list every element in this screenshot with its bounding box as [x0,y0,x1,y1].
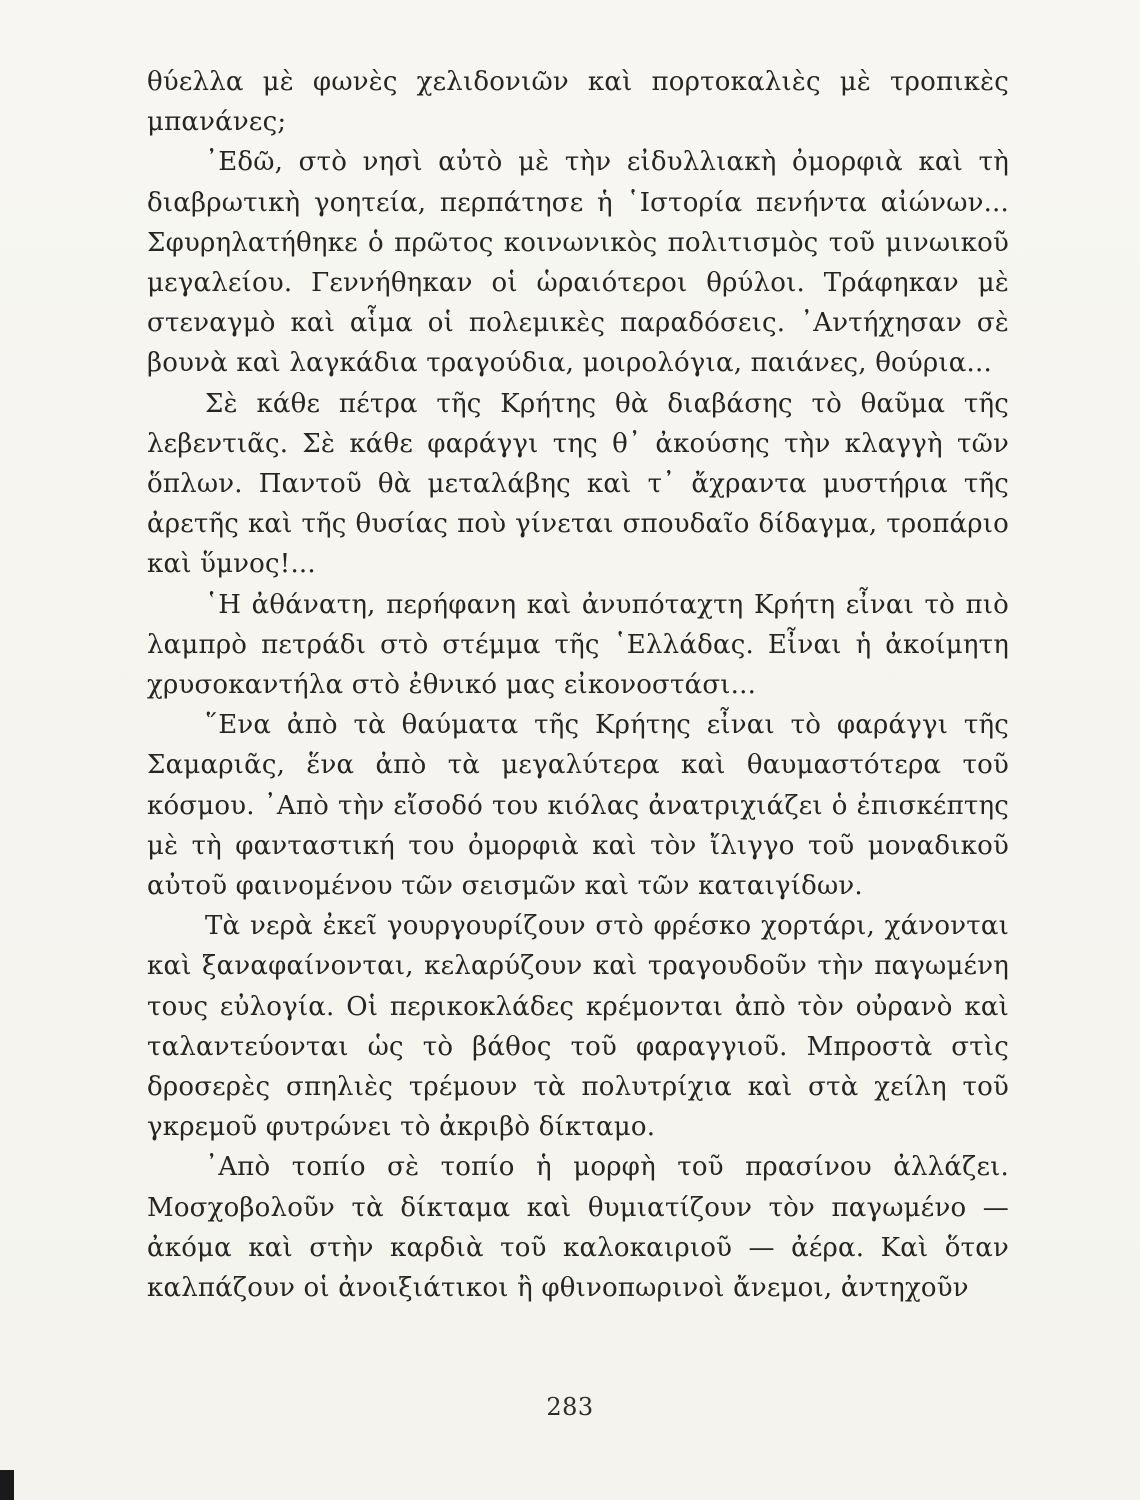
paragraph-7: ᾿Απὸ τοπίο σὲ τοπίο ἡ μορφὴ τοῦ πρασίνου ἀλλάζει. Μοσχοβολοῦν τὰ δίκταμα καὶ θυμιατίζουν τὸν παγωμένο — ἀκόμα καὶ στὴν καρδιὰ τοῦ καλοκαιριοῦ — ἀέρα. Καὶ ὅταν καλπάζουν οἱ ἀνοιξιάτικοι ἢ φθινοπωρινοὶ ἄνεμοι, ἀντηχοῦν [147,1152,1009,1304]
paragraph-1: θύελλα μὲ φωνὲς χελιδονιῶν καὶ πορτοκαλιὲς μὲ τροπικὲς μπανάνες; [147,67,1009,138]
paragraph-6: Τὰ νερὰ ἐκεῖ γουργουρίζουν στὸ φρέσκο χορτάρι, χάνονται καὶ ξαναφαίνονται, κελαρύζουν καὶ τραγουδοῦν τὴν παγωμένη τους εὐλογία. Οἱ περικοκλάδες κρέμονται ἀπὸ τὸν οὐρανὸ καὶ ταλαντεύονται ὡς τὸ βάθος τοῦ φαραγγιοῦ. Μπροστὰ στὶς δροσερὲς σπηλιὲς τρέμουν τὰ πολυτρίχια καὶ στὰ χείλη τοῦ γκρεμοῦ φυτρώνει τὸ ἀκριβὸ δίκταμο. [147,911,1009,1143]
page-number: 283 [546,1393,594,1421]
page-text [147,62,1009,1308]
corner-mark [0,1470,14,1500]
paragraph-3: Σὲ κάθε πέτρα τῆς Κρήτης θὰ διαβάσης τὸ θαῦμα τῆς λεβεντιᾶς. Σὲ κάθε φαράγγι της θ᾿ ἀκούσης τὴν κλαγγὴ τῶν ὅπλων. Παντοῦ θὰ μεταλάβης καὶ τ᾿ ἄχραντα μυστήρια τῆς ἀρετῆς καὶ τῆς θυσίας ποὺ γίνεται σπουδαῖο δίδαγμα, τροπάριο καὶ ὕμνος!... [147,388,1009,580]
paragraph-4: ῾Η ἀθάνατη, περήφανη καὶ ἀνυπόταχτη Κρήτη εἶναι τὸ πιὸ λαμπρὸ πετράδι στὸ στέμμα τῆς ῾Ελλάδας. Εἶναι ἡ ἀκοίμητη χρυσοκαντήλα στὸ ἐθνικό μας εἰκονοστάσι... [147,589,1009,701]
paragraph-5: ῞Ενα ἀπὸ τὰ θαύματα τῆς Κρήτης εἶναι τὸ φαράγγι τῆς Σαμαριᾶς, ἕνα ἀπὸ τὰ μεγαλύτερα καὶ θαυμαστότερα τοῦ κόσμου. ᾿Απὸ τὴν εἴσοδό του κιόλας ἀνατριχιάζει ὁ ἐπισκέπτης μὲ τὴ φανταστική του ὀμορφιὰ καὶ τὸν ἴλιγγο τοῦ μοναδικοῦ αὐτοῦ φαινομένου τῶν σεισμῶν καὶ τῶν καταιγίδων. [147,710,1009,902]
paragraph-2: ᾿Εδῶ, στὸ νησὶ αὐτὸ μὲ τὴν εἰδυλλιακὴ ὀμορφιὰ καὶ τὴ διαβρωτικὴ γοητεία, περπάτησε ἡ ῾Ιστορία πενήντα αἰώνων... Σφυρηλατήθηκε ὁ πρῶτος κοινωνικὸς πολιτισμὸς τοῦ μινωικοῦ μεγαλείου. Γεννήθηκαν οἱ ὡραιότεροι θρύλοι. Τράφηκαν μὲ στεναγμὸ καὶ αἷμα οἱ πολεμικὲς παραδόσεις. ᾿Αντήχησαν σὲ βουνὰ καὶ λαγκάδια τραγούδια, μοιρολόγια, παιάνες, θούρια... [147,147,1009,379]
